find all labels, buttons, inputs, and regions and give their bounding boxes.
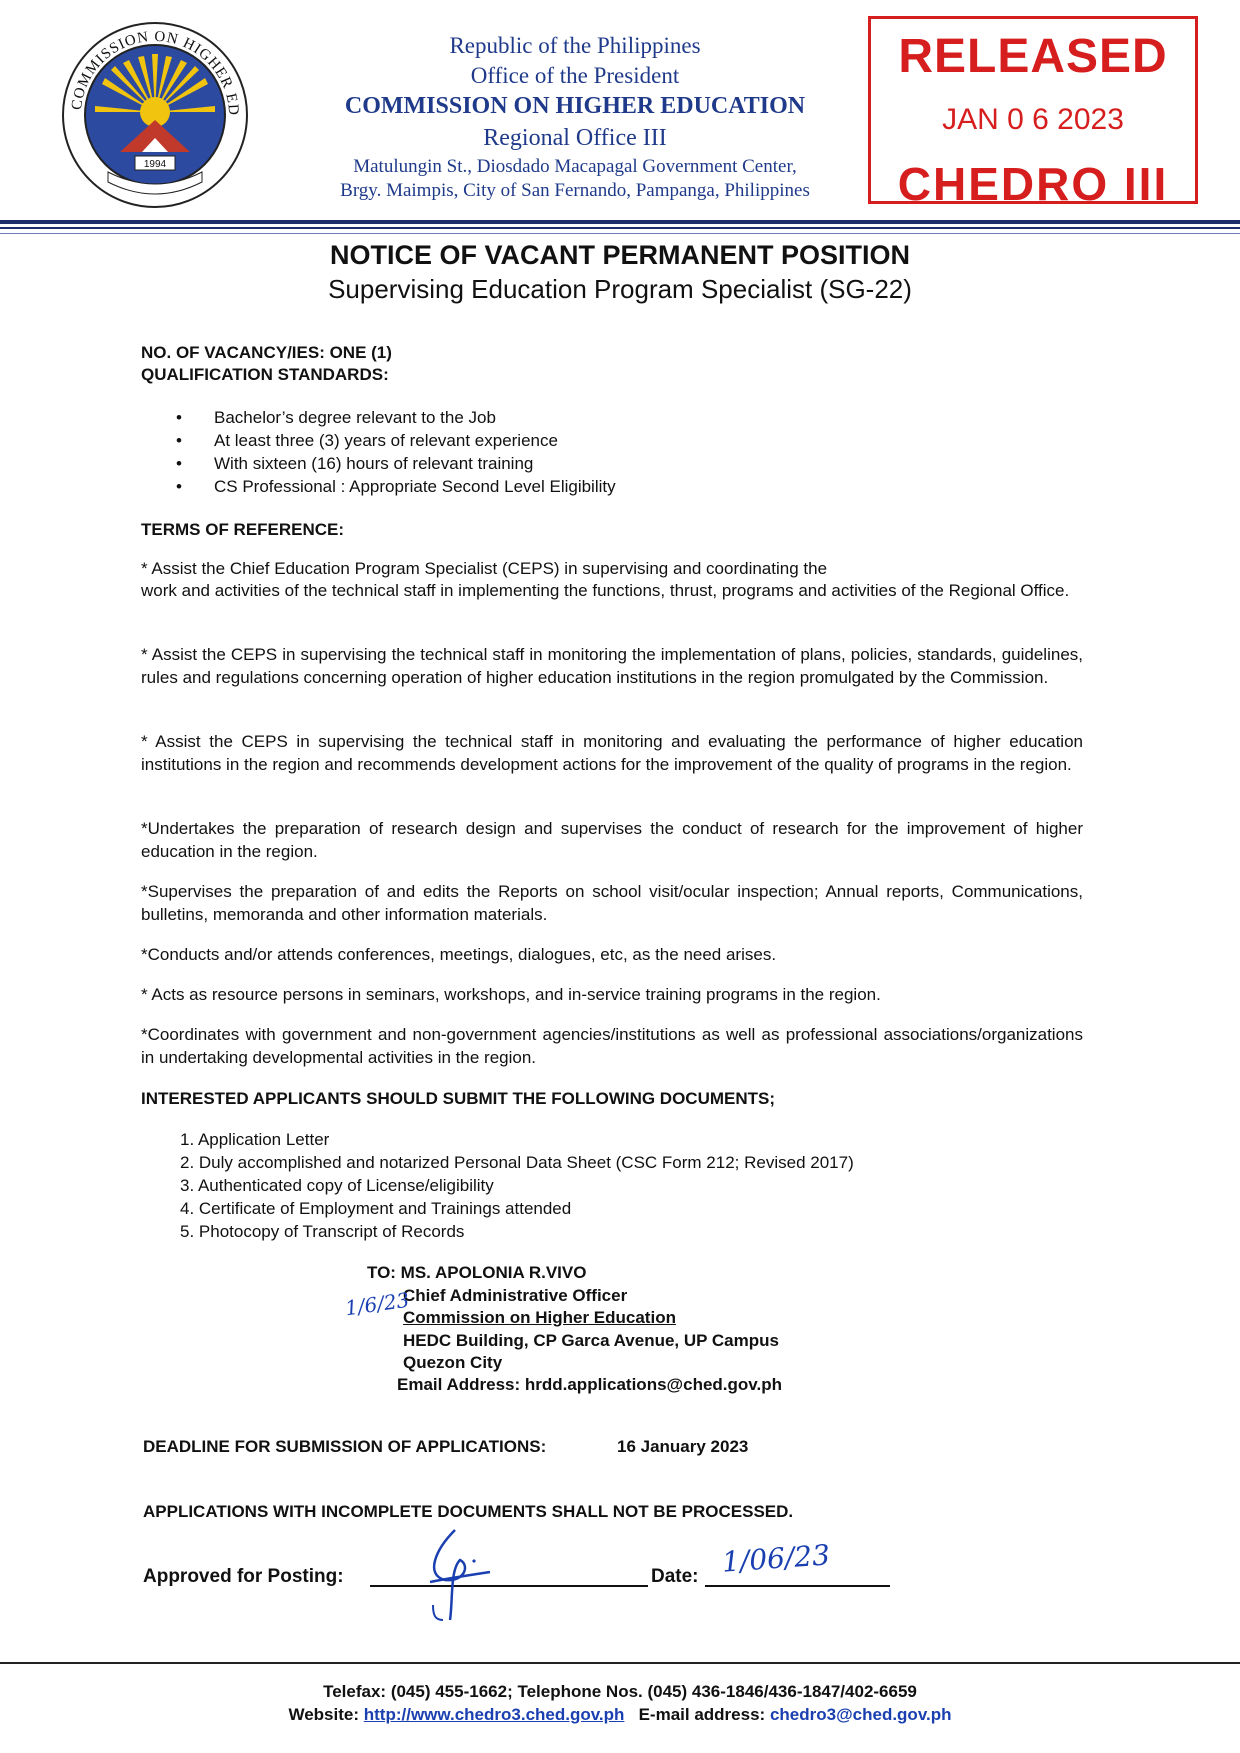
- stamp-date: JAN 0 6 2023: [942, 103, 1124, 136]
- position-title: Supervising Education Program Specialist (SG-22): [328, 274, 912, 304]
- seal-ring-text: COMMISSION ON HIGHER ED: [69, 28, 242, 117]
- header-address-1: Matulungin St., Diosdado Macapagal Government Center,: [353, 156, 797, 177]
- list-item: • At least three (3) years of relevant experience: [176, 429, 616, 452]
- terms-paragraph-2: * Assist the CEPS in supervising the technical staff in monitoring the implementation of plans, policies, standards, guidelines, rules and regulations concerning operation of higher education institutions in the region promulgated by the Commission.: [141, 645, 1083, 687]
- approval-date-line: [705, 1585, 890, 1587]
- email-label: E-mail address:: [638, 1705, 766, 1724]
- vacancy-count: NO. OF VACANCY/IES: ONE (1): [141, 343, 392, 362]
- website-link[interactable]: http://www.chedro3.ched.gov.ph: [363, 1705, 625, 1724]
- documents-heading: INTERESTED APPLICANTS SHOULD SUBMIT THE FOLLOWING DOCUMENTS;: [141, 1089, 776, 1108]
- qualification-heading: QUALIFICATION STANDARDS:: [141, 365, 389, 384]
- qualification-list: [176, 406, 616, 498]
- documents-list: [180, 1128, 854, 1243]
- addressee-to: TO: MS. APOLONIA R.VIVO: [367, 1263, 587, 1282]
- list-item: 5. Photocopy of Transcript of Records: [180, 1222, 465, 1241]
- header-office: Office of the President: [470, 63, 680, 88]
- handwritten-initial-note: 1/6/23: [343, 1287, 411, 1321]
- footer-web-line: [0, 1703, 1240, 1726]
- footer-rule: [0, 1662, 1240, 1664]
- addressee-building: HEDC Building, CP Garca Avenue, UP Campus: [403, 1331, 779, 1350]
- header-address-2: Brgy. Maimpis, City of San Fernando, Pampanga, Philippines: [340, 180, 810, 201]
- footer-phones: Telefax: (045) 455-1662; Telephone Nos. (045) 436-1846/436-1847/402-6659: [323, 1682, 917, 1701]
- seal-year: 1994: [143, 159, 167, 170]
- header-regional-office: Regional Office III: [483, 125, 667, 151]
- date-label: Date:: [651, 1566, 699, 1587]
- stamp-label: RELEASED: [898, 30, 1168, 83]
- list-item: 2. Duly accomplished and notarized Personal Data Sheet (CSC Form 212; Revised 2017): [180, 1153, 854, 1172]
- list-item: 3. Authenticated copy of License/eligibility: [180, 1176, 494, 1195]
- stamp-office: CHEDRO III: [897, 158, 1169, 210]
- notice-title: NOTICE OF VACANT PERMANENT POSITION: [329, 240, 910, 270]
- approved-label: Approved for Posting:: [143, 1566, 344, 1587]
- list-item: 4. Certificate of Employment and Trainings attended: [180, 1199, 572, 1218]
- list-item: • With sixteen (16) hours of relevant training: [176, 452, 616, 475]
- header-republic: Republic of the Philippines: [449, 33, 701, 58]
- terms-paragraph-1-rest: work and activities of the technical staff in implementing the functions, thrust, programs and activities of the Regional Office.: [141, 581, 1070, 600]
- email-link[interactable]: chedro3@ched.gov.ph: [769, 1705, 952, 1724]
- addressee-position: Chief Administrative Officer: [403, 1286, 628, 1305]
- terms-heading: TERMS OF REFERENCE:: [141, 520, 345, 539]
- list-item: • CS Professional : Appropriate Second Level Eligibility: [176, 475, 616, 498]
- terms-paragraph-3: * Assist the CEPS in supervising the technical staff in monitoring and evaluating the performance of higher education institutions in the region and recommends development actions for the improvement of the quality of programs in the region.: [141, 732, 1083, 774]
- handwritten-signature: [415, 1520, 495, 1625]
- addressee-agency: Commission on Higher Education: [403, 1308, 676, 1327]
- terms-paragraph-4: *Undertakes the preparation of research design and supervises the conduct of research for the improvement of higher education in the region.: [141, 819, 1083, 861]
- terms-paragraph-8: *Coordinates with government and non-government agencies/institutions as well as professional associations/organizations in undertaking developmental activities in the region.: [141, 1025, 1083, 1067]
- addressee-city: Quezon City: [403, 1353, 503, 1372]
- terms-paragraph-1-line1: * Assist the Chief Education Program Specialist (CEPS) in supervising and coordinating the: [141, 559, 828, 578]
- terms-paragraph-5: *Supervises the preparation of and edits the Reports on school visit/ocular inspection; Annual reports, Communications, bulletins, memoranda and other information materials.: [141, 882, 1083, 924]
- header-commission: COMMISSION ON HIGHER EDUCATION: [344, 93, 806, 119]
- addressee-email: Email Address: hrdd.applications@ched.gov.ph: [397, 1375, 782, 1394]
- terms-paragraph-7: * Acts as resource persons in seminars, workshops, and in-service training programs in the region.: [141, 985, 881, 1004]
- released-stamp: [868, 16, 1198, 210]
- handwritten-date: 1/06/23: [720, 1538, 831, 1579]
- header-rule-thin: [0, 227, 1240, 229]
- approval-signature-line: [370, 1585, 648, 1587]
- deadline-value: 16 January 2023: [617, 1437, 749, 1456]
- header-rule-hairline: [0, 233, 1240, 234]
- list-item: 1. Application Letter: [180, 1130, 330, 1149]
- ched-seal-logo: [60, 20, 250, 210]
- website-label: Website:: [288, 1705, 360, 1724]
- deadline-label: DEADLINE FOR SUBMISSION OF APPLICATIONS:: [143, 1437, 547, 1456]
- incomplete-warning: APPLICATIONS WITH INCOMPLETE DOCUMENTS SHALL NOT BE PROCESSED.: [143, 1502, 794, 1521]
- terms-paragraph-6: *Conducts and/or attends conferences, meetings, dialogues, etc, as the need arises.: [141, 945, 777, 964]
- header-rule-thick: [0, 220, 1240, 224]
- list-item: • Bachelor’s degree relevant to the Job: [176, 406, 616, 429]
